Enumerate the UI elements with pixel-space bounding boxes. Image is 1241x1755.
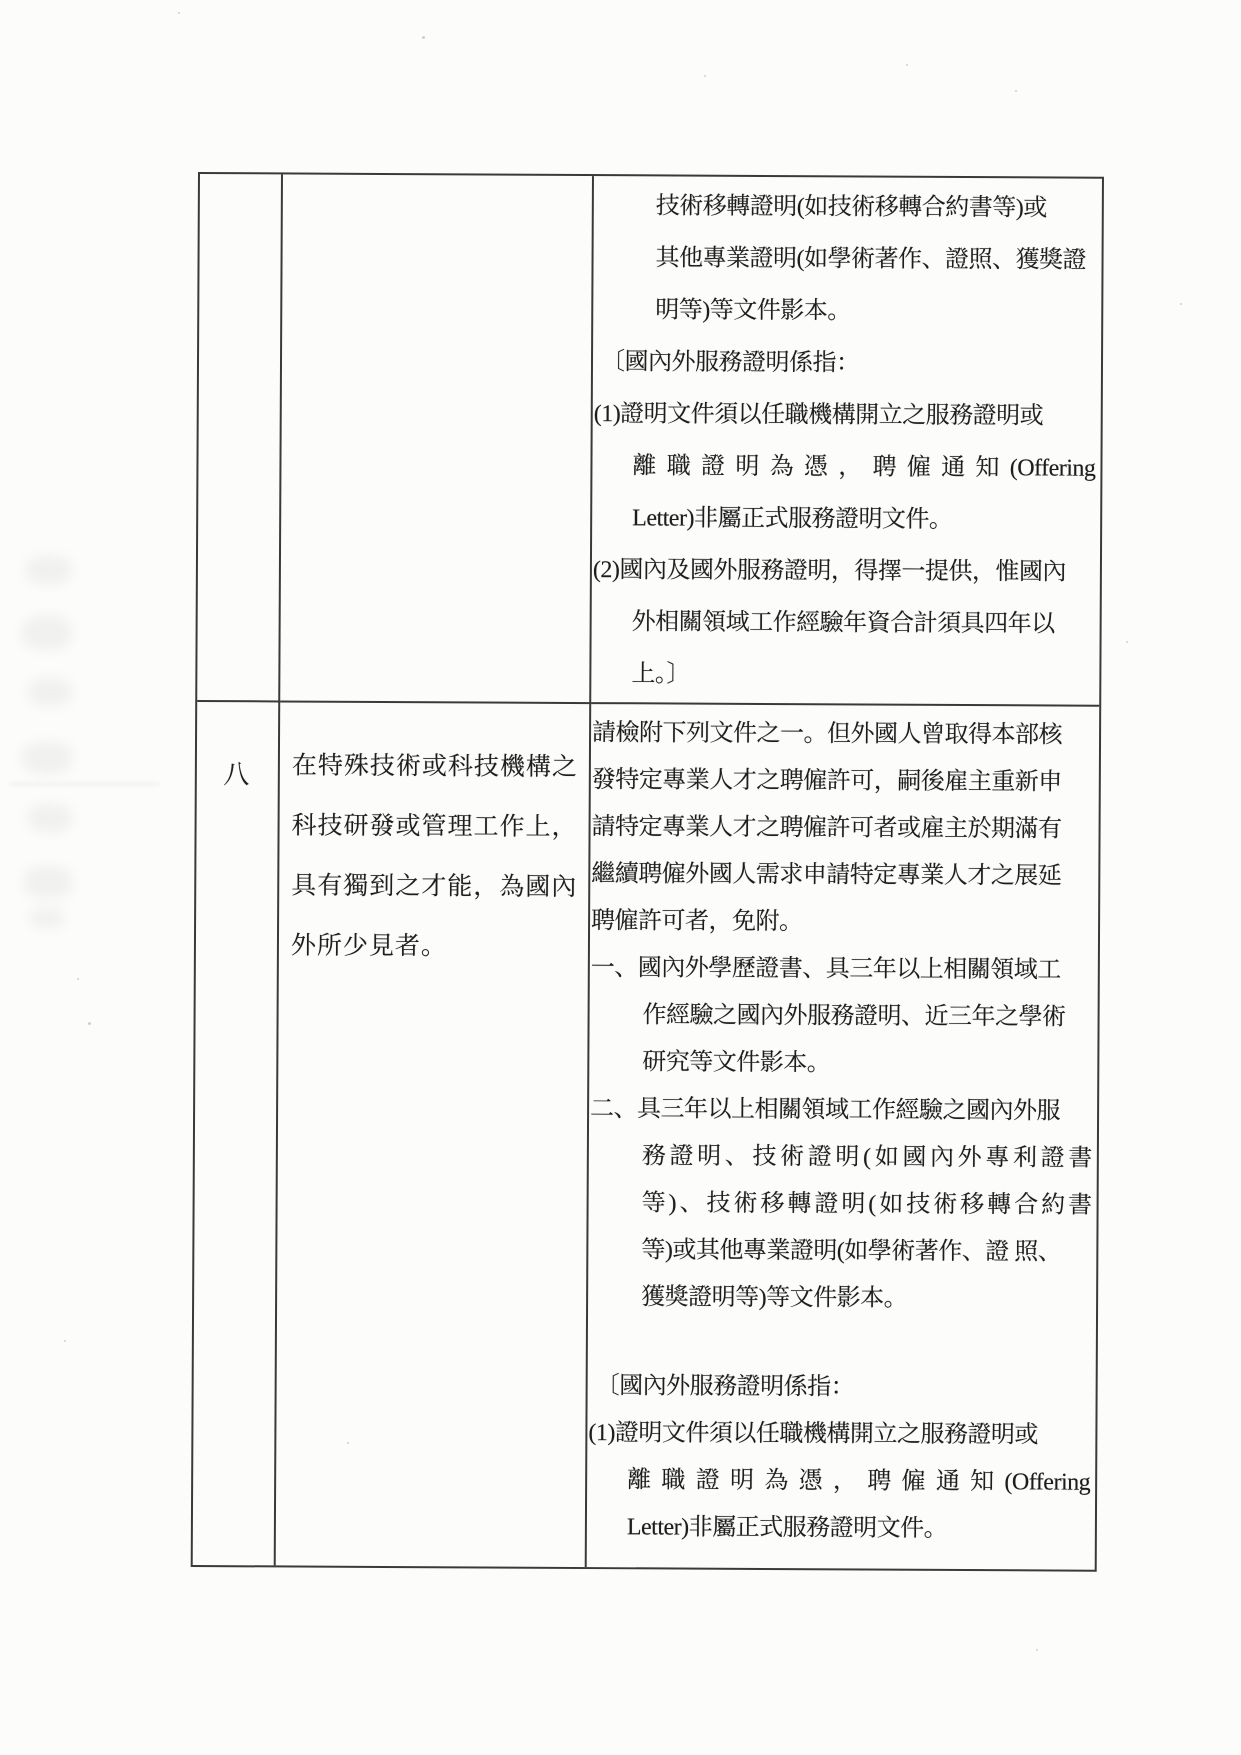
blank-line	[588, 1321, 1096, 1366]
document-line: 務證明、技術證明(如國內外專利證書	[641, 1143, 1092, 1172]
document-line: (1)證明文件須以任職機構開立之服務證明或	[593, 401, 1044, 430]
document-line: 發特定專業人才之聘僱許可，嗣後雇主重新申	[591, 767, 1062, 796]
row1-criteria-cell	[280, 174, 594, 704]
document-line: 其他專業證明(如學術著作、證照、獲獎證	[655, 245, 1087, 274]
document-line: 上。〕	[631, 661, 690, 688]
document-line: 等)或其他專業證明(如學術著作、證 照、	[641, 1237, 1062, 1266]
document-line: 技術移轉證明(如技術移轉合約書等)或	[655, 193, 1047, 222]
requirements-table	[191, 172, 1104, 1572]
document-line: 一、國內外學歷證書、具三年以上相關領域工	[590, 955, 1061, 984]
document-line: 離職證明為憑，聘僱通知(Offering	[632, 453, 1096, 482]
document-line: 獲獎證明等)等文件影本。	[641, 1284, 908, 1312]
document-line: 二、具三年以上相關領域工作經驗之國內外服	[590, 1096, 1061, 1125]
criteria-line: 外所少見者。	[290, 932, 448, 961]
document-line: 明等)等文件影本。	[655, 297, 851, 325]
criteria-line: 具有獨到之才能，為國內	[291, 872, 578, 901]
document-line: Letter)非屬正式服務證明文件。	[632, 505, 953, 533]
document-line: (1)證明文件須以任職機構開立之服務證明或	[588, 1420, 1038, 1449]
row1-documents-cell	[591, 176, 1102, 707]
document-line: 聘僱許可者，免附。	[591, 908, 803, 936]
document-line: 等)、技術移轉證明(如技術移轉合約書	[641, 1190, 1092, 1219]
document-line: 繼續聘僱外國人需求申請特定專業人才之展延	[591, 861, 1062, 890]
row2-number-cell: 八	[193, 702, 281, 1565]
row2-criteria-cell	[276, 702, 592, 1567]
row1-number-cell	[197, 174, 283, 702]
document-line: 離職證明為憑，聘僱通知(Offering	[627, 1467, 1091, 1496]
row2-documents-cell	[587, 704, 1100, 1570]
document-line: 作經驗之國內外服務證明、近三年之學術	[642, 1002, 1066, 1031]
document-line: Letter)非屬正式服務證明文件。	[626, 1514, 948, 1542]
document-line: 請檢附下列文件之一。但外國人曾取得本部核	[591, 720, 1063, 749]
document-line: 外相關領域工作經驗年資合計須具四年以	[631, 609, 1055, 638]
criteria-line: 科技研發或管理工作上，	[291, 812, 578, 841]
document-line: 〔國內外服務證明係指：	[595, 1373, 855, 1401]
document-line: 請特定專業人才之聘僱許可者或雇主於期滿有	[591, 814, 1062, 843]
document-line: 研究等文件影本。	[642, 1049, 831, 1077]
document-line: (2)國內及國外服務證明，得擇一提供，惟國內	[592, 557, 1066, 586]
document-line: 〔國內外服務證明係指：	[600, 349, 860, 377]
criteria-line: 在特殊技術或科技機構之	[291, 752, 578, 781]
